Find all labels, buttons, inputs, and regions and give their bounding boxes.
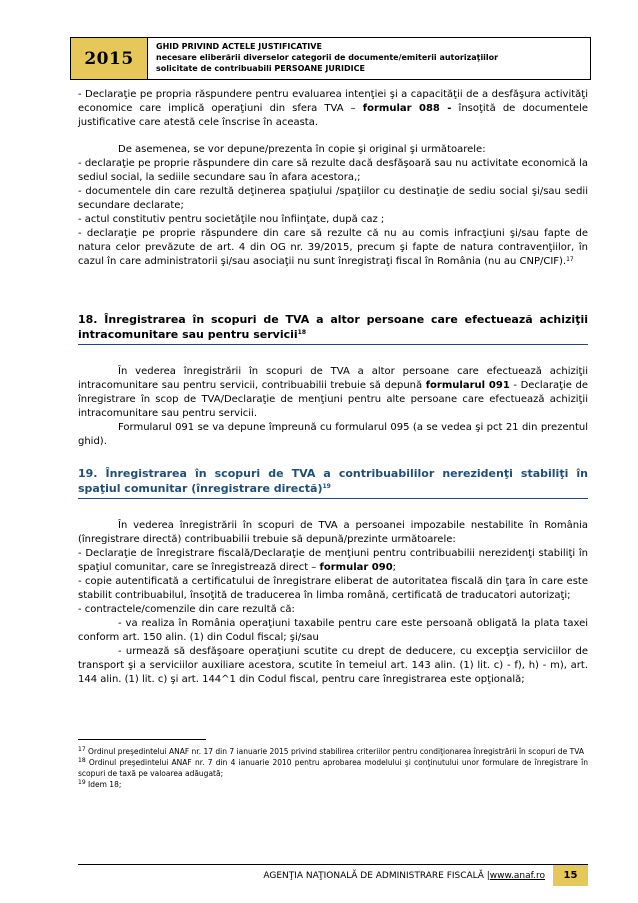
footnote-number: 18 <box>78 757 86 764</box>
list-item: - documentele din care rezultă deţinerea spaţiului /spaţiilor cu destinaţie de sediu social şi/sau sedii secundare declarate; <box>78 186 588 211</box>
form-reference: formularul 091 <box>425 380 510 391</box>
footnote-ref: 18 <box>297 328 307 336</box>
heading-text: 19. Înregistrarea în scopuri de TVA a contribuabililor nerezidenţi stabiliţi în spaţiul comunitar (înregistrare directă) <box>78 467 588 495</box>
document-body <box>78 88 588 687</box>
page-number: 15 <box>553 865 588 886</box>
page-footer <box>78 864 588 886</box>
text-run: - Declaraţie de înregistrare fiscală/Declaraţie de menţiuni pentru contribuabilii nerezidenţi stabiliţi în spaţiul comunitar, care se înregistrează direct – <box>78 548 588 573</box>
paragraph-section-19: În vederea înregistrării în scopuri de TVA a persoanei impozabile nestabilite în România (înregistrare directă) contribuabilii trebuie să depună/prezinte următoarele: <box>78 520 588 545</box>
footnote-text: Ordinul preşedintelui ANAF nr. 7 din 4 ianuarie 2010 pentru aprobarea modelului şi conţinutului unor formulare de înregistrare în scopuri de taxă pe valoarea adăugată; <box>78 758 588 778</box>
text-run: - Declaraţie de înregistrare în scop de TVA/Declaraţie de menţiuni pentru alte persoane care efectuează achiziţii intracomunitare sau pentru servicii. <box>78 380 588 419</box>
text-run: însoţită de documentele justificative care atestă cele înscrise în aceasta. <box>78 103 588 128</box>
footnotes <box>78 746 588 790</box>
list-item <box>78 227 588 269</box>
text-run: În vederea înregistrării în scopuri de TVA a altor persoane care efectuează achiziţii intracomunitare sau pentru servicii, contribuabilii trebuie să depună <box>78 366 588 391</box>
form-reference: formular 090 <box>319 562 393 573</box>
paragraph-section-18 <box>78 365 588 421</box>
header-subtitle-2: solicitate de contribuabili PERSOANE JURIDICE <box>156 64 365 73</box>
text-run: - declaraţie pe proprie răspundere din care să rezulte că nu au comis infracţiuni şi/sau fapte de natura celor prevăzute de art. 4 din OG nr. 39/2015, precum şi fapte de natura contravenţiilor, în cazul în care administratorii şi/sau asociaţii nu sunt înregistraţi fiscal în România (nu au CNP/CIF). <box>78 228 588 267</box>
footnote-18 <box>78 757 588 779</box>
footnote-number: 17 <box>78 746 86 753</box>
form-reference: formular 088 - <box>362 103 452 114</box>
footnote-19 <box>78 779 588 790</box>
anaf-website-link[interactable]: www.anaf.ro <box>489 870 545 881</box>
footnote-separator <box>78 739 206 740</box>
footnote-ref: 19 <box>322 482 331 490</box>
header-year: 2015 <box>71 38 148 79</box>
header-title-block <box>148 38 590 79</box>
paragraph-declaratie-088 <box>78 88 588 130</box>
header-title: GHID PRIVIND ACTELE JUSTIFICATIVE <box>156 42 322 51</box>
footnote-17 <box>78 746 588 757</box>
footnote-ref: 17 <box>566 256 574 263</box>
header-subtitle-1: necesare eliberării diverselor categorii de documente/emiterii autorizaţiilor <box>156 53 499 62</box>
list-item: - declaraţie pe proprie răspundere din care să rezulte dacă desfăşoară sau nu activitate economică la sediul social, la sediile secundare sau în afara acestora,; <box>78 158 588 183</box>
sub-list-item: - va realiza în România operaţiuni taxabile pentru care este persoană obligată la plata taxei conform art. 150 alin. (1) din Codul fiscal; şi/sau <box>78 618 588 643</box>
list-item: - copie autentificată a certificatului de înregistrare eliberat de autoritatea fiscală din ţara în care este stabilit contribuabilul, însoţită de traducerea în limba română, certificată de traducatori autorizaţi; <box>78 576 588 601</box>
footnote-text: Ordinul preşedintelui ANAF nr. 17 din 7 ianuarie 2015 privind stabilirea criteriilor pentru condiţionarea înregistrării în scopuri de TVA <box>85 747 584 756</box>
list-item: - contractele/comenzile din care rezultă că: <box>78 604 295 615</box>
list-item: - actul constitutiv pentru societăţile nou înfiinţate, după caz ; <box>78 214 385 225</box>
footnote-number: 19 <box>78 779 86 786</box>
footer-agency <box>263 871 553 881</box>
footnote-text: Idem 18; <box>85 780 122 789</box>
list-item <box>78 547 588 575</box>
section-heading-19 <box>78 467 588 499</box>
page-header <box>70 37 591 80</box>
text-run: ; <box>392 562 397 573</box>
text-run: - Declaraţie pe propria răspundere pentru evaluarea intenţiei şi a capacităţii de a desfăşura activităţi economice care implică operaţiuni din sfera TVA – <box>78 89 588 114</box>
section-heading-18 <box>78 313 588 345</box>
heading-text: 18. Înregistrarea în scopuri de TVA a altor persoane care efectuează achiziţii intracomunitare sau pentru servicii <box>78 313 588 341</box>
sub-list-item: - urmează să desfăşoare operaţiuni scutite cu drept de deducere, cu excepţia serviciilor de transport şi a serviciilor auxiliare acestora, scutite în temeiul art. 143 alin. (1) lit. c) - f), h) - m), art. 144 alin. (1) lit. c) şi art. 144^1 din Codul fiscal, pentru care înregistrarea este opţională; <box>78 646 588 685</box>
paragraph-additional-docs: De asemenea, se vor depune/prezenta în copie şi original şi următoarele: <box>118 144 486 155</box>
agency-name: AGENŢIA NAŢIONALĂ DE ADMINISTRARE FISCALĂ | <box>263 870 490 881</box>
paragraph-formular-091: Formularul 091 se va depune împreună cu formularul 095 (a se vedea şi pct 21 din prezentul ghid). <box>78 422 588 447</box>
